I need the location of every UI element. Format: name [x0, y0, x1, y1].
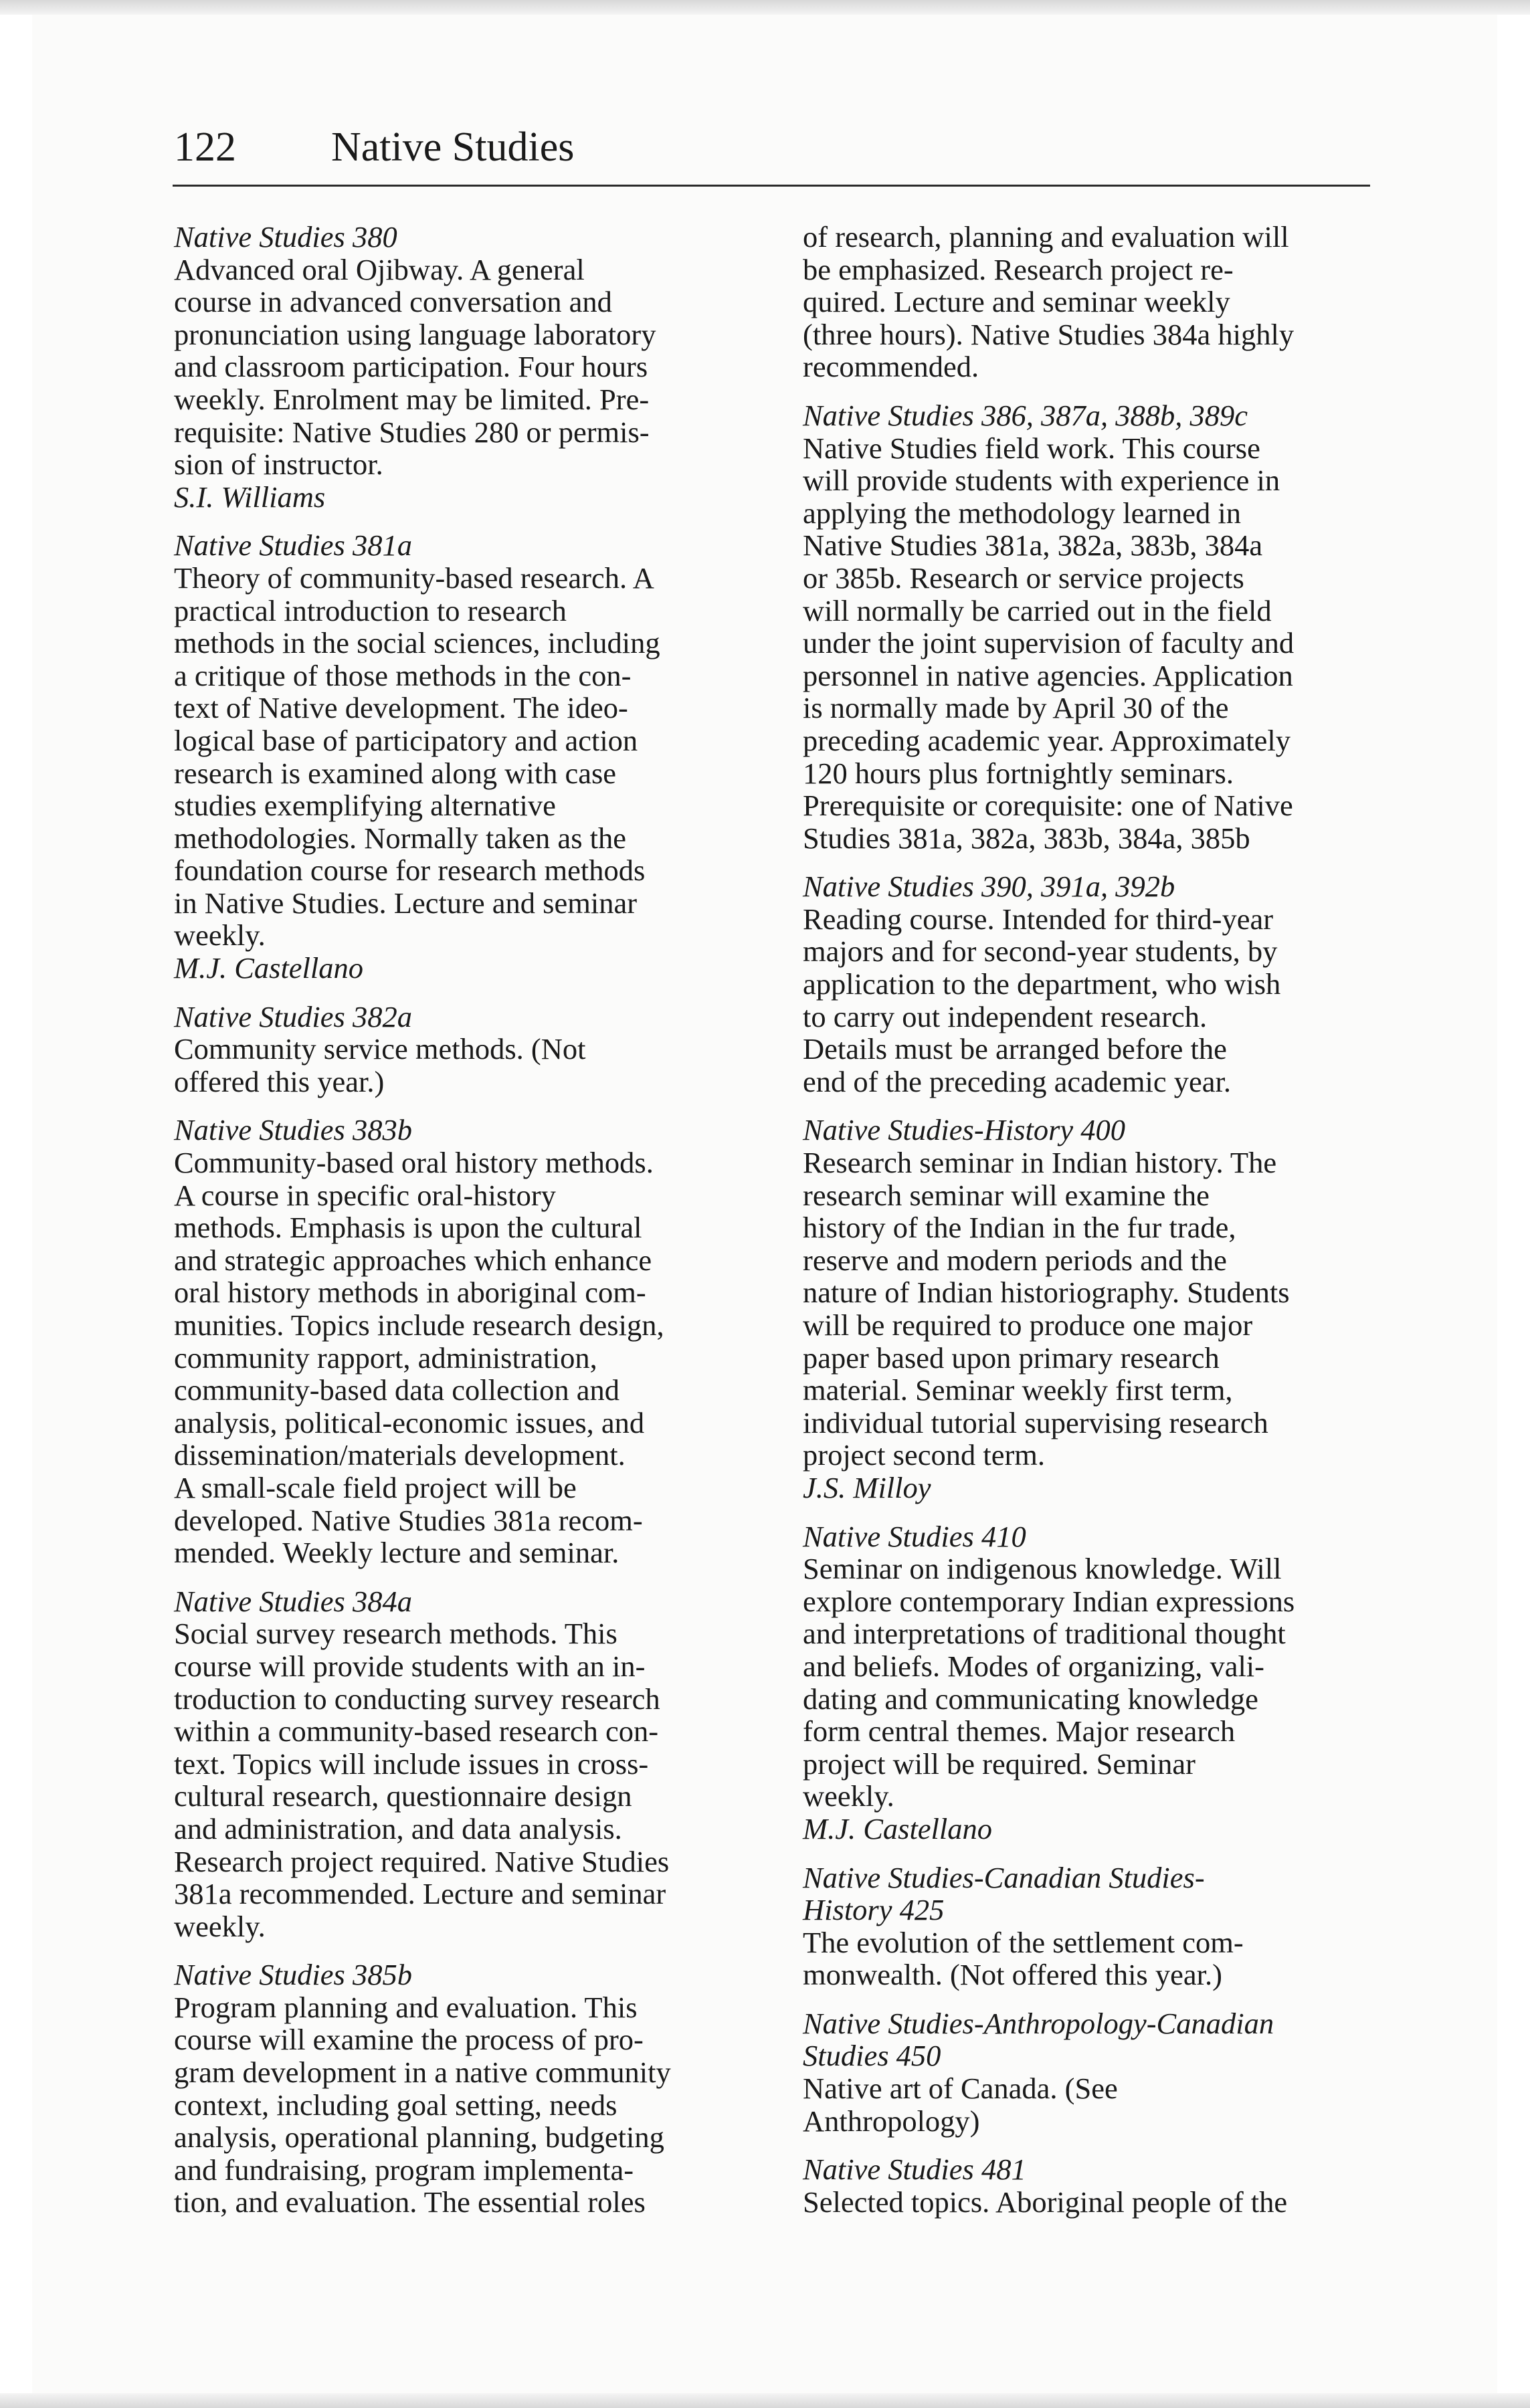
course-instructor: M.J. Castellano: [803, 1811, 993, 1845]
left-column: [174, 221, 763, 2235]
course-title: Native Studies 381a: [174, 528, 412, 563]
page-number: 122: [174, 124, 236, 170]
course-entry: [174, 529, 763, 984]
course-description: Research seminar in Indian history. The research seminar will examine the history of the Indian in the fur trade, reserve and modern periods and the nature of Indian historiography. Students will be required to produce one major paper based upon primary research material. Seminar weekly first term, individual tutorial supervising research project second term.: [803, 1146, 1290, 1472]
course-description: Reading course. Intended for third-year majors and for second-year students, by application to the department, who wish to carry out independent research. Details must be arranged before the end of the preceding academic year.: [803, 902, 1281, 1098]
course-entry: [803, 399, 1392, 854]
course-instructor: M.J. Castellano: [174, 951, 364, 985]
course-title: Native Studies-History 400: [803, 1113, 1126, 1147]
course-entry: [803, 2153, 1392, 2218]
course-title: Native Studies 386, 387a, 388b, 389c: [803, 398, 1248, 432]
course-title: Native Studies 385b: [174, 1958, 412, 1992]
course-title: Native Studies 481: [803, 2152, 1026, 2187]
course-description: Community service methods. (Not offered this year.): [174, 1032, 586, 1098]
course-description: Community-based oral history methods. A course in specific oral-history methods. Emphasis is upon the cultural and strategic approaches which enhance oral history methods in aboriginal com- munities. Topics include research design, community rapport, administration, community-based data collection and analysis, political-economic issues, and dissemination/materials development. A small-scale field project will be developed. Native Studies 381a recom- mended. Weekly lecture and seminar.: [174, 1146, 664, 1570]
course-title: Native Studies 384a: [174, 1584, 412, 1618]
course-entry: [174, 1114, 763, 1569]
course-entry: [803, 1520, 1392, 1845]
course-entry: [803, 1862, 1392, 1991]
header-rule: [173, 185, 1370, 187]
course-title: Native Studies 383b: [174, 1113, 412, 1147]
course-title: Native Studies-Anthropology-Canadian Studies 450: [803, 2006, 1274, 2073]
course-title: Native Studies 380: [174, 220, 397, 254]
course-title: Native Studies 382a: [174, 999, 412, 1033]
course-description: Seminar on indigenous knowledge. Will explore contemporary Indian expressions and interpretations of traditional thought and beliefs. Modes of organizing, vali- dating and communicating knowledge form central themes. Major research project will be required. Seminar weekly.: [803, 1552, 1295, 1813]
course-description: Native art of Canada. (See Anthropology): [803, 2072, 1118, 2138]
scan-edge-top: [0, 0, 1530, 15]
course-title: Native Studies-Canadian Studies- History 425: [803, 1860, 1205, 1927]
course-instructor: S.I. Williams: [174, 480, 326, 514]
course-description: Social survey research methods. This course will provide students with an in- troduction to conducting survey research within a community-based research con- text. Topics will include issues in cross- cultural research, questionnaire design and administration, and data analysis. Research project required. Native Studies 381a recommended. Lecture and seminar weekly.: [174, 1617, 670, 1943]
course-description: Theory of community-based research. A practical introduction to research methods in the social sciences, including a critique of those methods in the con- text of Native development. The ideo- logical base of participatory and action research is examined along with case studies exemplifying alternative methodologies. Normally taken as the foundation course for research methods in Native Studies. Lecture and seminar weekly.: [174, 561, 660, 952]
course-description: Advanced oral Ojibway. A general course in advanced conversation and pronunciation using language laboratory and classroom participation. Four hours weekly. Enrolment may be limited. Pre- requisite: Native Studies 280 or permis- sion of instructor.: [174, 252, 656, 482]
course-description: The evolution of the settlement com- monwealth. (Not offered this year.): [803, 1925, 1244, 1992]
right-column: [803, 221, 1392, 2234]
course-entry: [174, 221, 763, 513]
course-description: Native Studies field work. This course will provide students with experience in applying the methodology learned in Native Studies 381a, 382a, 383b, 384a or 385b. Research or service projects will normally be carried out in the field under the joint supervision of faculty and personnel in native agencies. Application is normally made by April 30 of the preceding academic year. Approximately 120 hours plus fortnightly seminars. Prerequisite or corequisite: one of Native Studies 381a, 382a, 383b, 384a, 385b: [803, 431, 1295, 855]
course-entry: [803, 870, 1392, 1098]
course-title: Native Studies 410: [803, 1519, 1026, 1553]
page-header: [174, 120, 1365, 187]
course-entry: [174, 1959, 763, 2219]
course-entry: [803, 1114, 1392, 1504]
course-description: Program planning and evaluation. This course will examine the process of pro- gram development in a native community context, including goal setting, needs analysis, operational planning, budgeting and fundraising, program implementa- tion, and evaluation. The essential roles: [174, 1990, 671, 2219]
course-title: Native Studies 390, 391a, 392b: [803, 870, 1175, 904]
course-entry-continued: [803, 221, 1392, 383]
course-entry: [803, 2007, 1392, 2137]
course-description: of research, planning and evaluation will be emphasized. Research project re- quired. Lecture and seminar weekly (three hours). Native Studies 384a highly recommended.: [803, 220, 1295, 384]
course-instructor: J.S. Milloy: [803, 1470, 931, 1504]
course-entry: [174, 1585, 763, 1943]
course-description: Selected topics. Aboriginal people of the: [803, 2185, 1288, 2219]
course-entry: [174, 1001, 763, 1098]
section-title: Native Studies: [331, 124, 575, 170]
scan-edge-bottom: [0, 2393, 1530, 2408]
